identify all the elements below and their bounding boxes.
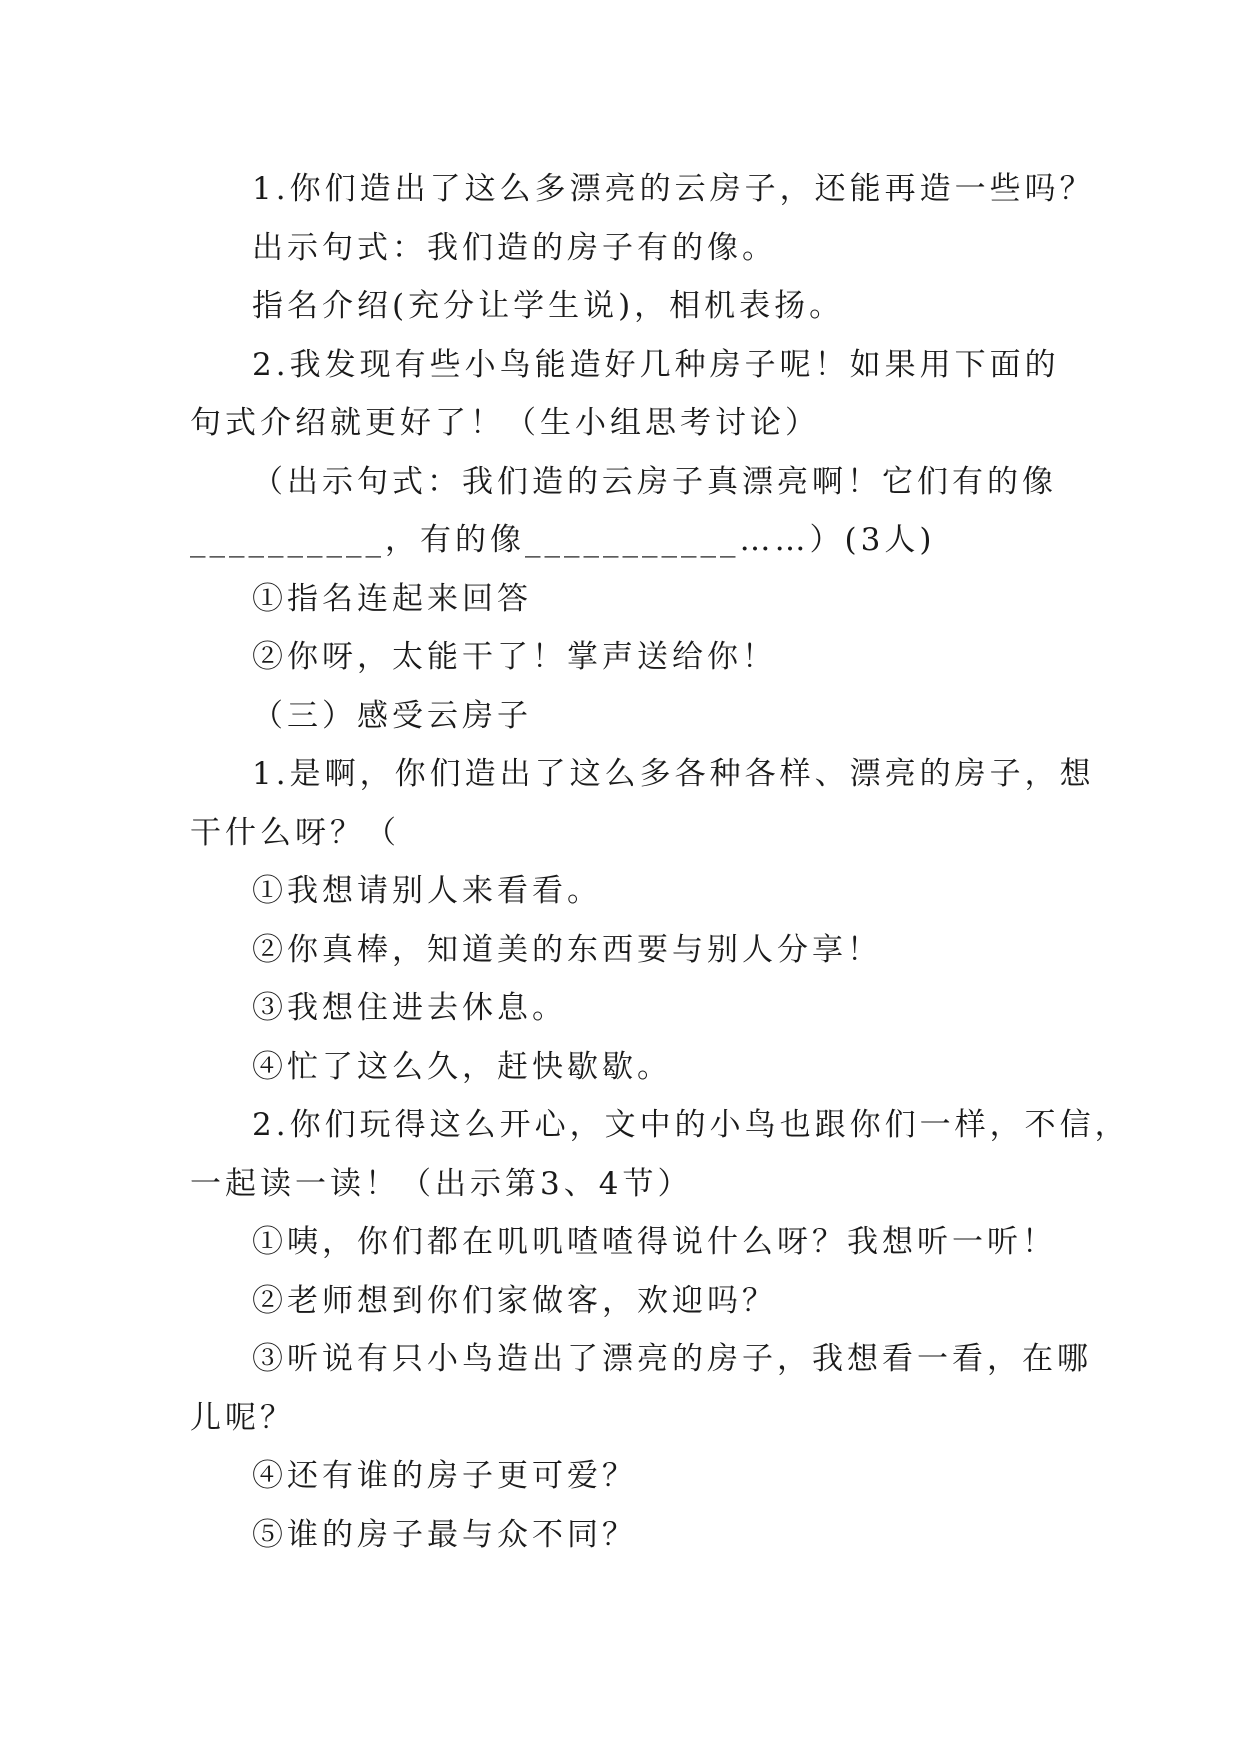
document-body (190, 160, 1130, 1564)
text-line: 儿呢？ (190, 1399, 295, 1436)
text-line: 一起读一读！（出示第3、4节） (190, 1165, 693, 1202)
text-line: 1.你们造出了这么多漂亮的云房子，还能再造一些吗？ (252, 171, 1095, 207)
text-line: ①咦，你们都在叽叽喳喳得说什么呀？我想听一听！ (252, 1224, 1057, 1260)
text-line: ①指名连起来回答 (252, 580, 532, 617)
text-line: 干什么呀？（ (190, 814, 400, 851)
text-line: ③我想住进去休息。 (252, 990, 567, 1026)
text-line: 出示句式：我们造的房子有的像。 (252, 229, 777, 266)
text-line: ②你呀，太能干了！掌声送给你！ (252, 639, 777, 675)
text-line: ④还有谁的房子更可爱？ (252, 1458, 637, 1494)
text-line: ⑤谁的房子最与众不同？ (252, 1516, 637, 1553)
text-line: ④忙了这么久，赶快歇歇。 (252, 1048, 672, 1085)
text-line: 句式介绍就更好了！（生小组思考讨论） (190, 405, 820, 441)
text-line: （出示句式：我们造的云房子真漂亮啊！它们有的像 (252, 463, 1057, 500)
text-line: 1.是啊，你们造出了这么多各种各样、漂亮的房子，想 (252, 756, 1095, 792)
text-line: 指名介绍(充分让学生说)，相机表扬。 (252, 288, 845, 324)
text-line: ③听说有只小鸟造出了漂亮的房子，我想看一看，在哪 (252, 1341, 1092, 1377)
text-line: ②你真棒，知道美的东西要与别人分享！ (252, 931, 882, 968)
text-line: ①我想请别人来看看。 (252, 873, 602, 909)
text-line: 2.我发现有些小鸟能造好几种房子呢！如果用下面的 (252, 346, 1060, 383)
text-line: __________，有的像___________……）(3人) (190, 522, 936, 558)
section-heading: （三）感受云房子 (252, 697, 532, 734)
text-line: ②老师想到你们家做客，欢迎吗？ (252, 1282, 777, 1319)
text-line: 2.你们玩得这么开心，文中的小鸟也跟你们一样，不信， (252, 1107, 1130, 1143)
